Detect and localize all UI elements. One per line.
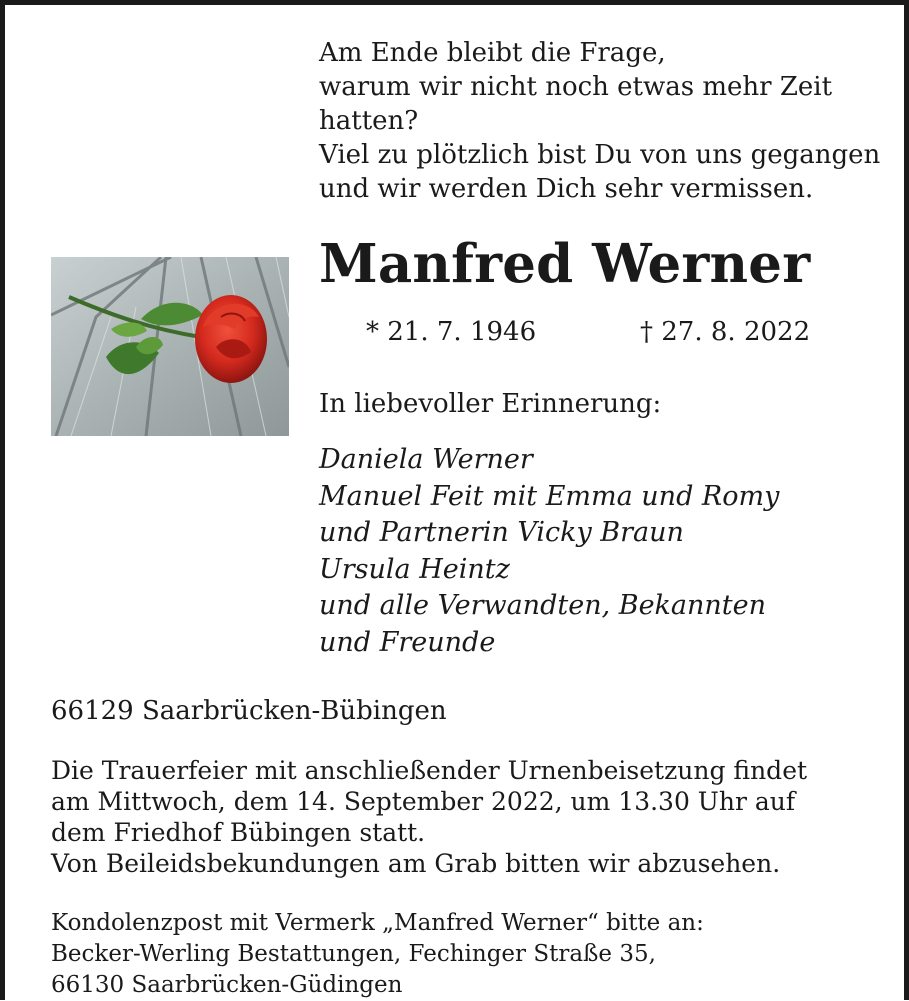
condolence-line: Kondolenzpost mit Vermerk „Manfred Werner“ bitte an: bbox=[51, 910, 704, 936]
poem-line: hatten? bbox=[319, 106, 419, 136]
mourner-line: und Partnerin Vicky Braun bbox=[319, 517, 684, 548]
poem-line: Viel zu plötzlich bist Du von uns gegangen bbox=[319, 140, 881, 170]
mourner-line: Manuel Feit mit Emma und Romy bbox=[319, 480, 780, 512]
poem-line: warum wir nicht noch etwas mehr Zeit bbox=[319, 72, 833, 102]
poem-line: Am Ende bleibt die Frage, bbox=[319, 38, 666, 68]
poem-line: und wir werden Dich sehr vermissen. bbox=[319, 174, 814, 204]
funeral-service-info bbox=[51, 755, 807, 879]
mourner-line: Ursula Heintz bbox=[319, 553, 510, 585]
condolence-line: 66130 Saarbrücken-Güdingen bbox=[51, 972, 403, 998]
birth-date: * 21. 7. 1946 bbox=[366, 317, 537, 347]
poem bbox=[319, 36, 889, 206]
remembrance-intro: In liebevoller Erinnerung: bbox=[319, 389, 662, 419]
mourner-line: Daniela Werner bbox=[319, 444, 533, 475]
residence-place: 66129 Saarbrücken-Bübingen bbox=[51, 696, 447, 726]
deceased-name: Manfred Werner bbox=[319, 233, 811, 295]
condolence-line: Becker-Werling Bestattungen, Fechinger Straße 35, bbox=[51, 941, 656, 967]
death-date: † 27. 8. 2022 bbox=[640, 317, 811, 347]
service-line: Von Beileidsbekundungen am Grab bitten wir abzusehen. bbox=[51, 849, 781, 878]
service-line: dem Friedhof Bübingen statt. bbox=[51, 818, 426, 847]
condolence-address bbox=[51, 908, 704, 1001]
service-line: am Mittwoch, dem 14. September 2022, um 13.30 Uhr auf bbox=[51, 787, 796, 816]
mourner-line: und alle Verwandten, Bekannten bbox=[319, 590, 767, 621]
mourners-list bbox=[319, 442, 779, 661]
rose-photo bbox=[51, 257, 289, 436]
mourner-line: und Freunde bbox=[319, 626, 496, 658]
service-line: Die Trauerfeier mit anschließender Urnenbeisetzung findet bbox=[51, 756, 808, 785]
